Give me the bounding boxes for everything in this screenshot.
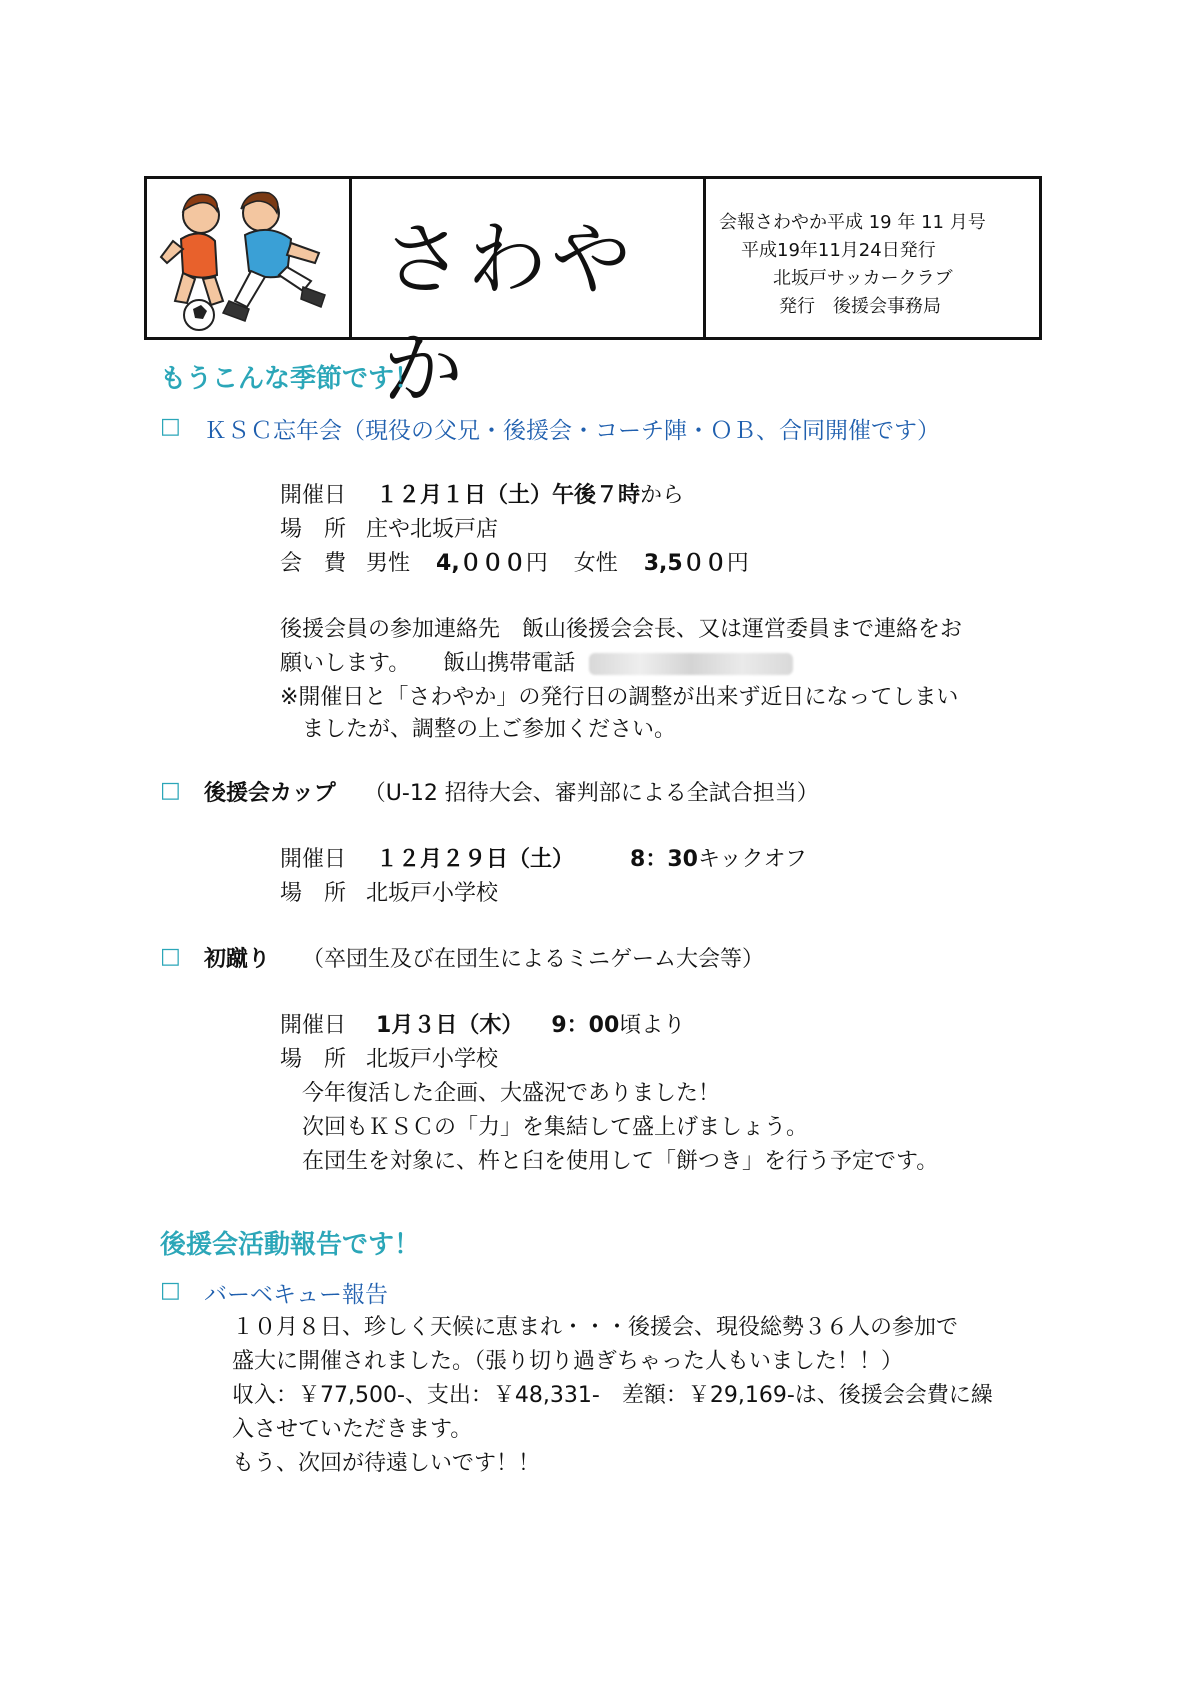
- event-description-line: 在団生を対象に、杵と臼を使用して「餅つき」を行う予定です。: [302, 1149, 939, 1174]
- place-label: 場 所: [280, 881, 347, 906]
- event-title: ＫＳＣ忘年会（現役の父兄・後援会・コーチ陣・ＯＢ、合同開催です）: [204, 418, 940, 444]
- fee-female-value: 3,5００: [643, 551, 727, 576]
- event-subtitle: （卒団生及び在団生によるミニゲーム大会等）: [302, 947, 765, 972]
- bullet-square: □: [160, 414, 181, 439]
- date-label: 開催日: [280, 483, 347, 508]
- place-label: 場 所: [280, 1047, 347, 1072]
- event-title-row: [204, 776, 819, 807]
- contact-line: 後援会員の参加連絡先 飯山後援会会長、又は運営委員まで連絡をお: [280, 617, 963, 642]
- report-line: 入させていただきます。: [232, 1417, 473, 1442]
- masthead-divider: [703, 179, 706, 337]
- event-date-row: [280, 842, 807, 873]
- bullet-square: □: [160, 944, 181, 969]
- event-place-row: [280, 512, 498, 543]
- place-value: 庄や北坂戸店: [366, 517, 499, 542]
- event-title: 後援会カップ: [204, 781, 336, 806]
- contact-line: 願いします。 飯山携帯電話: [280, 646, 793, 677]
- fee-label: 会 費: [280, 551, 347, 576]
- place-value: 北坂戸小学校: [366, 1047, 499, 1072]
- time-value: 9：00: [551, 1013, 620, 1038]
- event-title: 初蹴り: [204, 947, 271, 972]
- club-name-line: 北坂戸サッカークラブ: [773, 268, 953, 289]
- report-line: １０月８日、珍しく天候に恵まれ・・・後援会、現役総勢３６人の参加で: [232, 1315, 959, 1340]
- bullet-square: □: [160, 778, 181, 803]
- fee-unit: 円: [525, 551, 548, 576]
- event-date-row: [280, 1008, 685, 1039]
- date-value: １２月２９日（土）: [376, 847, 575, 872]
- note-line: ましたが、調整の上ご参加ください。: [302, 717, 677, 742]
- report-line: 盛大に開催されました。（張り切り過ぎちゃった人もいました！！）: [232, 1349, 904, 1374]
- date-suffix: から: [640, 483, 685, 508]
- section-heading: もうこんな季節です！: [160, 364, 421, 394]
- event-description-line: 今年復活した企画、大盛況でありました！: [302, 1081, 721, 1106]
- date-label: 開催日: [280, 847, 347, 872]
- fee-male-label: 男性: [366, 551, 411, 576]
- time-suffix: キックオフ: [697, 847, 807, 872]
- event-place-row: [280, 876, 498, 907]
- event-subtitle: （U-12 招待大会、審判部による全試合担当）: [363, 781, 819, 806]
- event-place-row: [280, 1042, 498, 1073]
- place-value: 北坂戸小学校: [366, 881, 499, 906]
- publish-date-line: 平成19年11月24日発行: [741, 240, 936, 261]
- publisher-line: 発行 後援会事務局: [779, 296, 941, 317]
- event-fee-row: [280, 546, 749, 577]
- fee-unit: 円: [726, 551, 749, 576]
- fee-female-label: 女性: [573, 551, 618, 576]
- event-description-line: 次回もＫＳＣの「力」を集結して盛上げましょう。: [302, 1115, 809, 1140]
- time-suffix: 頃より: [619, 1013, 686, 1038]
- report-title: バーベキュー報告: [204, 1282, 388, 1308]
- event-date-row: [280, 478, 684, 509]
- place-label: 場 所: [280, 517, 347, 542]
- date-value: １２月１日（土）午後７時: [376, 483, 641, 508]
- date-value: 1月３日（木）: [376, 1013, 524, 1038]
- note-line: ※開催日と「さわやか」の発行日の調整が出来ず近日になってしまい: [280, 685, 959, 710]
- bullet-square: □: [160, 1278, 181, 1303]
- time-value: 8：30: [630, 847, 698, 872]
- report-line: もう、次回が待遠しいです！！: [232, 1451, 541, 1476]
- event-title-row: [204, 942, 764, 973]
- report-line: 収入：￥77,500-、支出：￥48,331- 差額：￥29,169-は、後援会会費に繰: [232, 1383, 993, 1408]
- section-heading: 後援会活動報告です！: [160, 1230, 421, 1260]
- newsletter-title: さわやか: [383, 213, 635, 416]
- fee-male-value: 4,０００: [436, 551, 526, 576]
- issue-line: 会報さわやか平成 19 年 11 月号: [719, 212, 986, 233]
- redacted-phone-number: [589, 653, 793, 675]
- masthead-divider: [349, 179, 352, 337]
- soccer-players-illustration: [153, 183, 343, 333]
- date-label: 開催日: [280, 1013, 347, 1038]
